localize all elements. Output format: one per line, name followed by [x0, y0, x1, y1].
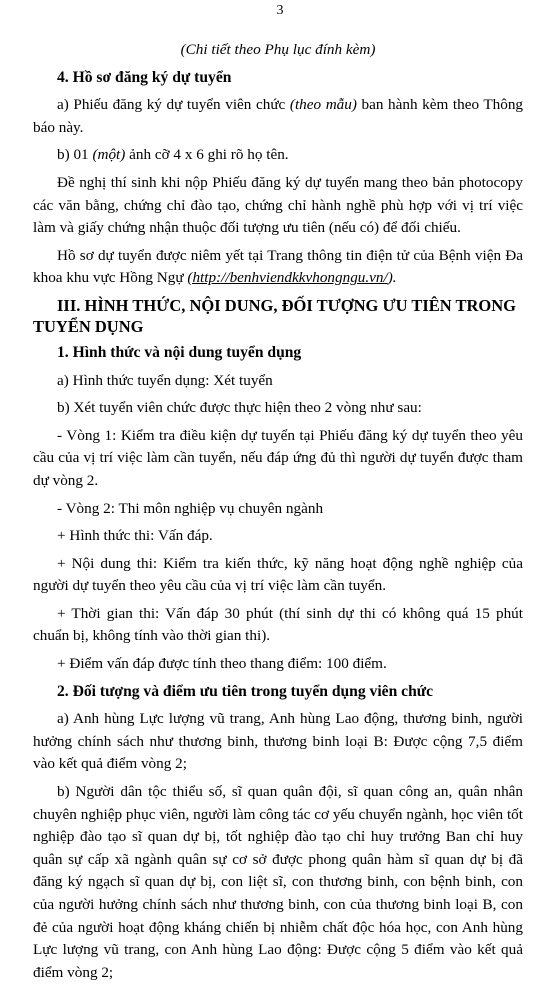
round-2: - Vòng 2: Thi môn nghiệp vụ chuyên ngành: [57, 499, 324, 517]
exam-content: + Nội dung thi: Kiểm tra kiến thức, kỹ năng hoạt động nghề nghiệp của người dự tuyển theo yêu cầu của vị trí việc làm cần tuyển.: [33, 554, 523, 595]
exam-score: + Điểm vấn đáp được tính theo thang điểm: 100 điểm.: [57, 655, 387, 673]
priority-item-b: b) Người dân tộc thiểu số, sĩ quan quân đội, sĩ quan công an, quân nhân chuyên nghiệp phục viên, người làm công tác cơ yếu chuyển ngành, học viên tốt nghiệp đào tạo sĩ quan dự bị, tốt nghiệp đào tạo chỉ huy trưởng Ban chỉ huy quân sự cấp xã ngành quân sự cơ sở được phong quân hàm sĩ quan dự bị đã đăng ký ngạch sĩ quan dự bị, con liệt sĩ, con thương binh, con bệnh binh, con của người hưởng chính sách như thương binh, con của thương binh loại B, con đẻ của người hoạt động kháng chiến bị nhiễm chất độc hóa học, con Anh hùng Lực lượng vũ trang, con Anh hùng Lao động: Được cộng 5 điểm vào kết quả điểm vòng 2;: [33, 783, 523, 981]
exam-time: + Thời gian thi: Vấn đáp 30 phút (thí sinh dự thi có không quá 15 phút chuẩn bị, không tính vào thời gian thi).: [33, 604, 523, 645]
hospital-website-link[interactable]: (http://benhviendkkvhongngu.vn/: [187, 269, 388, 287]
section-iii-2-heading: 2. Đối tượng và điểm ưu tiên trong tuyển dụng viên chức: [57, 682, 434, 700]
section-4-paragraph-documents: Đề nghị thí sinh khi nộp Phiếu đăng ký dự tuyển mang theo bản photocopy các văn bằng, chứng chỉ đào tạo, chứng chỉ hành nghề phù hợp với vị trí việc làm và giấy chứng nhận thuộc đối tượng ưu tiên (nếu có) để đối chiếu.: [33, 173, 523, 237]
section-iii-heading: III. HÌNH THỨC, NỘI DUNG, ĐỐI TƯỢNG ƯU TIÊN TRONG TUYỂN DỤNG: [33, 295, 517, 336]
round-1: - Vòng 1: Kiểm tra điều kiện dự tuyển tại Phiếu đăng ký dự tuyển theo yêu cầu của vị trí việc làm cần tuyển, nếu đáp ứng đủ thì người dự tuyển được tham dự vòng 2.: [33, 426, 523, 489]
priority-item-a: a) Anh hùng Lực lượng vũ trang, Anh hùng Lao động, thương binh, người hưởng chính sách như thương binh, thương binh loại B: Được cộng 7,5 điểm vào kết quả điểm vòng 2;: [33, 710, 523, 773]
section-4-heading: 4. Hồ sơ đăng ký dự tuyển: [57, 68, 232, 86]
exam-form: + Hình thức thi: Vấn đáp.: [57, 527, 213, 545]
page-number: 3: [276, 3, 284, 18]
page-body: [33, 39, 523, 989]
recruitment-form: a) Hình thức tuyển dụng: Xét tuyển: [57, 371, 273, 389]
recruitment-rounds-intro: b) Xét tuyển viên chức được thực hiện theo 2 vòng như sau:: [57, 399, 422, 417]
section-4-paragraph-posting: Hồ sơ dự tuyển được niêm yết tại Trang thông tin điện tử của Bệnh viện Đa khoa khu vực Hồng Ngự (http://benhviendkkvhongngu.vn/).: [33, 246, 523, 287]
annex-note: (Chi tiết theo Phụ lục đính kèm): [180, 41, 376, 58]
section-iii-1-heading: 1. Hình thức và nội dung tuyển dụng: [57, 343, 302, 361]
section-4-item-b: b) 01 (một) ảnh cỡ 4 x 6 ghi rõ họ tên.: [57, 146, 289, 164]
section-4-item-a: a) Phiếu đăng ký dự tuyển viên chức (theo mẫu) ban hành kèm theo Thông báo này.: [33, 96, 524, 136]
